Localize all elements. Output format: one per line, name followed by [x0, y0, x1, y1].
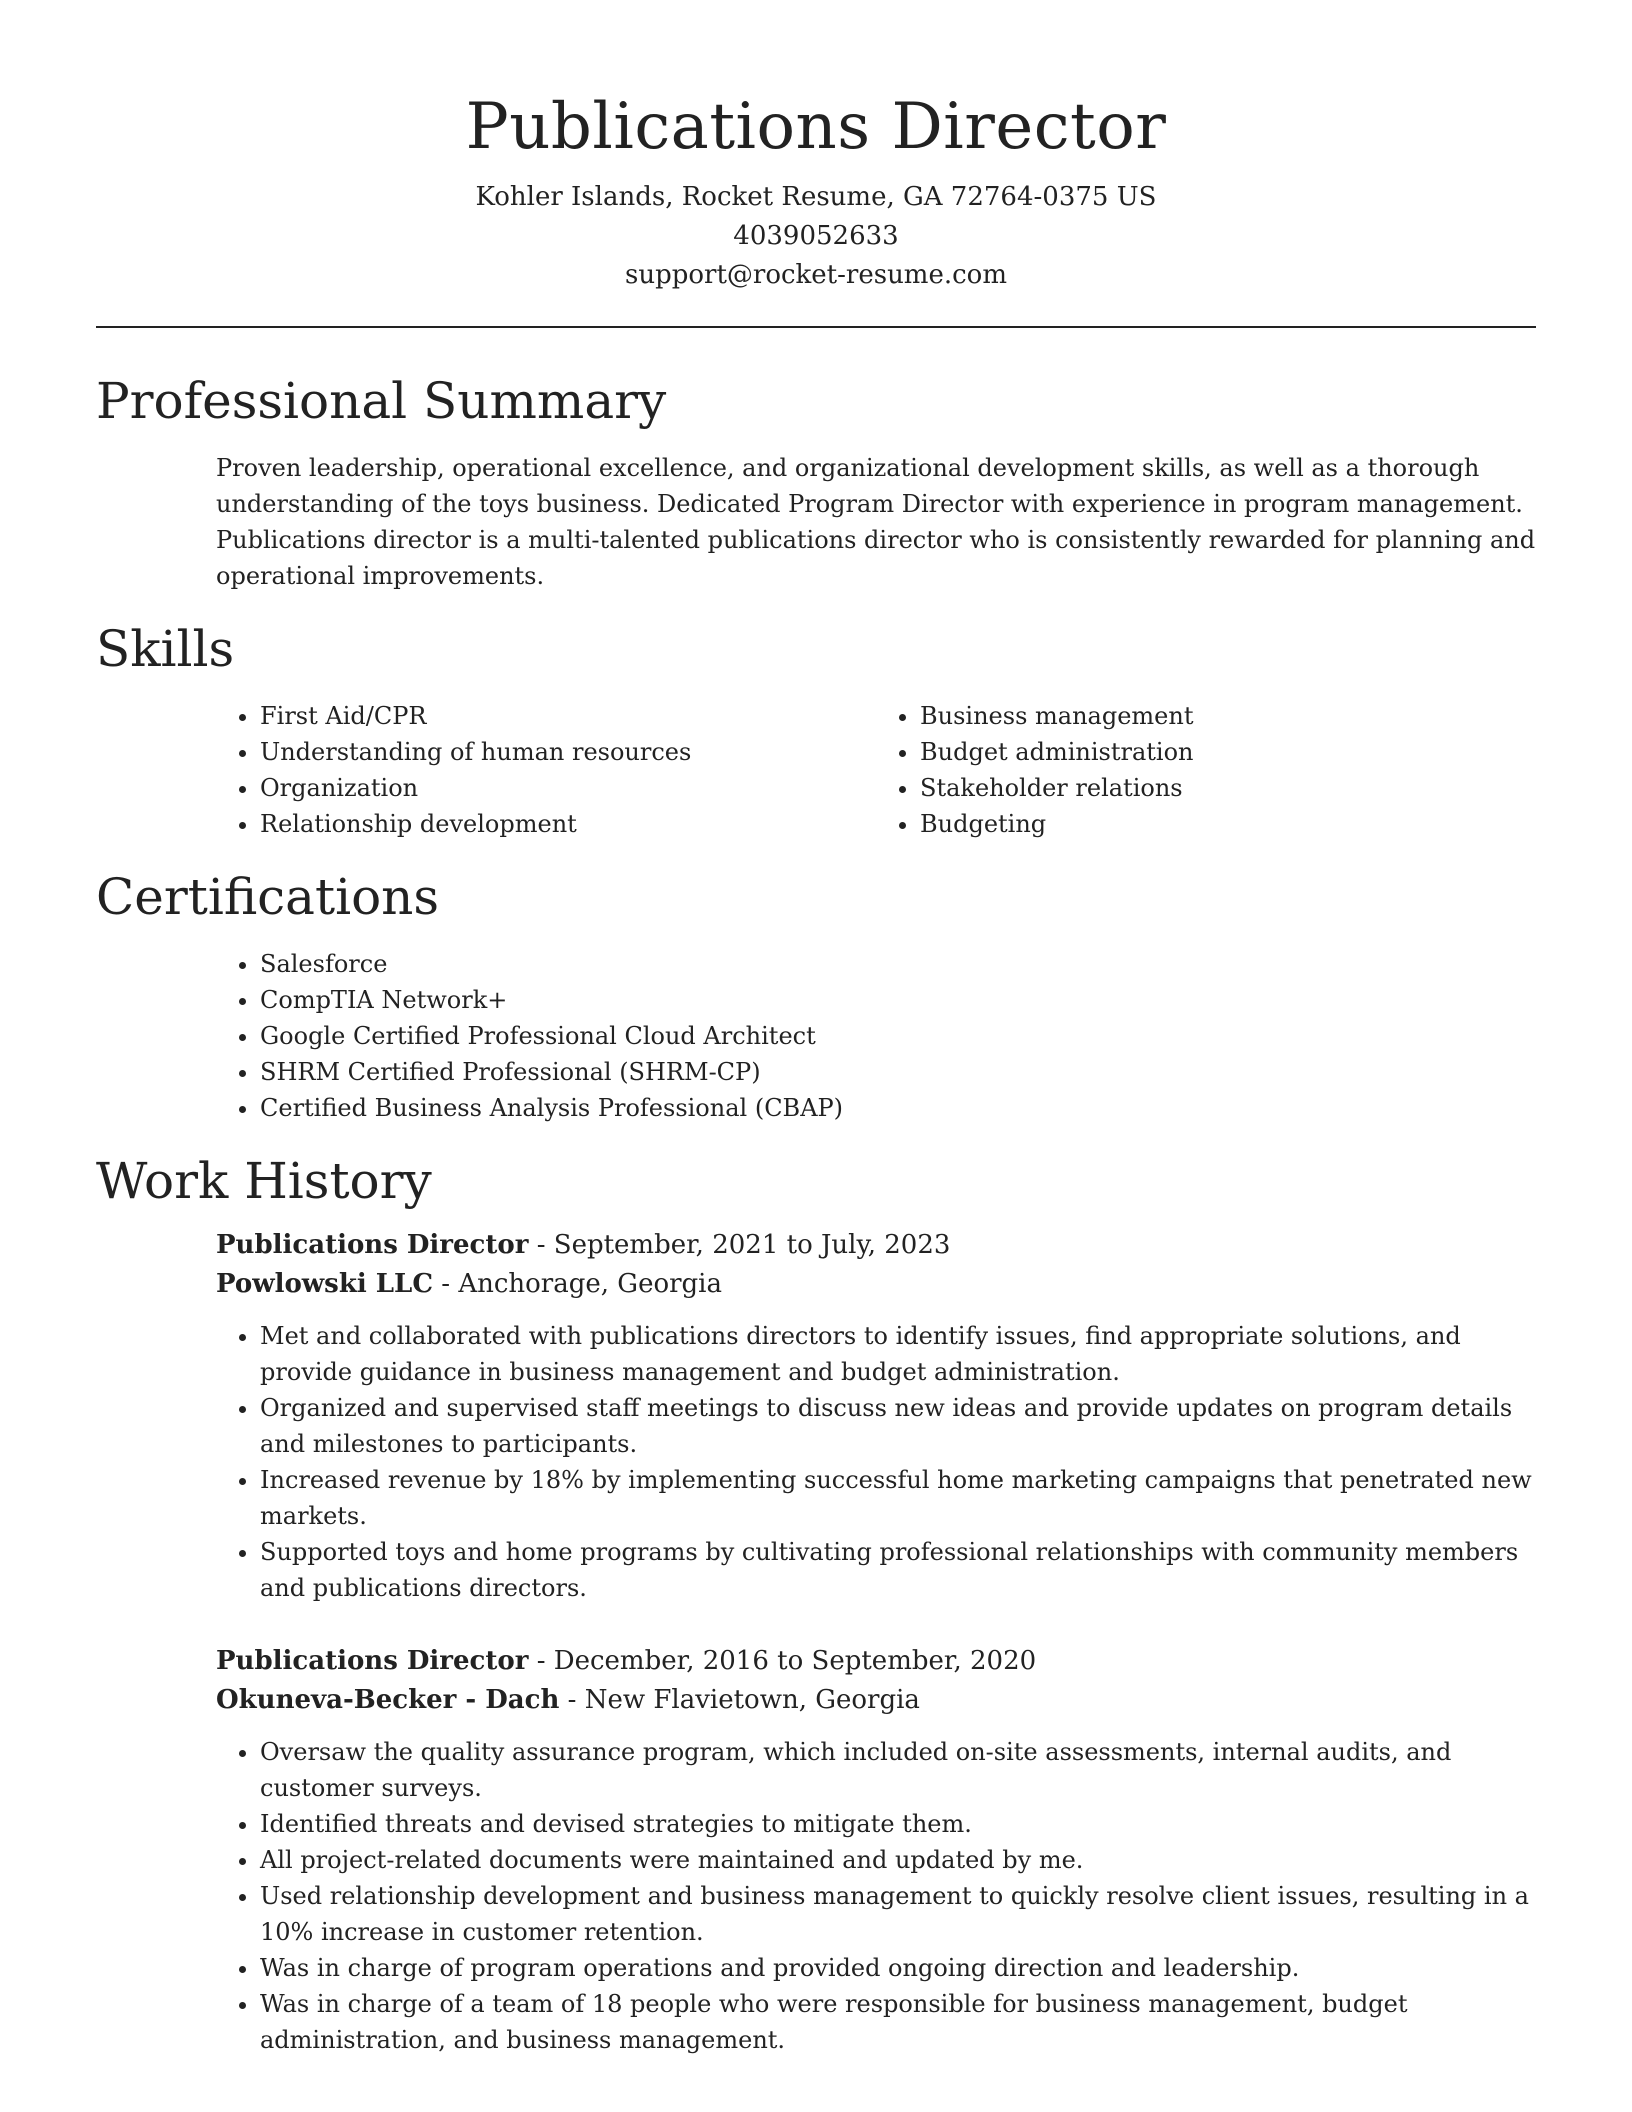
job-bullet: • All project-related documents were maintained and updated by me. — [260, 1842, 1536, 1878]
skills-list-right — [876, 698, 1536, 842]
job-company: Powlowski LLC — [216, 1269, 434, 1299]
certification-item: • Certified Business Analysis Professional (CBAP) — [260, 1090, 1536, 1126]
job-location: - New Flavietown, Georgia — [559, 1685, 920, 1715]
job-bullet: • Was in charge of a team of 18 people who were responsible for business management, budget administration, and business management. — [260, 1986, 1536, 2058]
contact-email: support@rocket-resume.com — [624, 260, 1007, 290]
contact-address: Kohler Islands, Rocket Resume, GA 72764-0375 US — [475, 182, 1157, 212]
job-company-line — [216, 1681, 1536, 1720]
job-bullet: • Identified threats and devised strategies to mitigate them. — [260, 1806, 1536, 1842]
skill-item: • Relationship development — [260, 806, 876, 842]
certification-item: • SHRM Certified Professional (SHRM-CP) — [260, 1054, 1536, 1090]
skill-item: • Understanding of human resources — [260, 734, 876, 770]
summary-heading: Professional Summary — [96, 372, 667, 430]
job-title: Publications Director — [216, 1230, 529, 1260]
job-bullet: • Used relationship development and business management to quickly resolve client issues, resulting in a 10% increase in customer retention. — [260, 1878, 1536, 1950]
summary-text: Proven leadership, operational excellence, and organizational development skills, as well as a thorough understanding of the toys business. Dedicated Program Director with experience in program management. Publications director is a multi-talented publications director who is consistently rewarded for planning and operational improvements. — [216, 454, 1536, 590]
job-bullet: • Organized and supervised staff meetings to discuss new ideas and provide updates on program details and milestones to participants. — [260, 1390, 1536, 1462]
contact-phone: 4039052633 — [733, 221, 899, 251]
skill-item: • Budgeting — [920, 806, 1536, 842]
job-dates: - September, 2021 to July, 2023 — [528, 1230, 951, 1260]
work-history-section — [96, 1150, 1536, 2058]
certifications-list — [216, 946, 1536, 1126]
skill-item: • First Aid/CPR — [260, 698, 876, 734]
job-bullet: • Oversaw the quality assurance program, which included on-site assessments, internal audits, and customer surveys. — [260, 1734, 1536, 1806]
header-divider — [96, 326, 1536, 328]
job-bullets — [216, 1734, 1536, 2058]
skills-section — [96, 618, 1536, 842]
skills-list-left — [216, 698, 876, 842]
job-location: - Anchorage, Georgia — [433, 1269, 722, 1299]
job-entry — [96, 1642, 1536, 2058]
candidate-name: Publications Director — [465, 90, 1167, 164]
summary-section — [96, 370, 1536, 594]
job-title-line — [216, 1642, 1536, 1681]
work-history-heading: Work History — [96, 1152, 432, 1210]
resume-header — [96, 0, 1536, 295]
job-bullet: • Was in charge of program operations and provided ongoing direction and leadership. — [260, 1950, 1536, 1986]
job-dates: - December, 2016 to September, 2020 — [528, 1646, 1037, 1676]
job-title: Publications Director — [216, 1646, 529, 1676]
skill-item: • Business management — [920, 698, 1536, 734]
certifications-section — [96, 866, 1536, 1126]
skill-item: • Organization — [260, 770, 876, 806]
certification-item: • Salesforce — [260, 946, 1536, 982]
skills-heading: Skills — [96, 620, 235, 678]
certifications-heading: Certifications — [96, 868, 440, 926]
job-bullet: • Met and collaborated with publications directors to identify issues, find appropriate solutions, and provide guidance in business management and budget administration. — [260, 1318, 1536, 1390]
job-bullets — [216, 1318, 1536, 1606]
job-title-line — [216, 1226, 1536, 1265]
job-bullet: • Increased revenue by 18% by implementing successful home marketing campaigns that penetrated new markets. — [260, 1462, 1536, 1534]
job-company-line — [216, 1265, 1536, 1304]
job-bullet: • Supported toys and home programs by cultivating professional relationships with community members and publications directors. — [260, 1534, 1536, 1606]
job-company: Okuneva-Becker - Dach — [216, 1685, 560, 1715]
job-entry — [96, 1226, 1536, 1606]
certification-item: • CompTIA Network+ — [260, 982, 1536, 1018]
skill-item: • Budget administration — [920, 734, 1536, 770]
certification-item: • Google Certified Professional Cloud Architect — [260, 1018, 1536, 1054]
skill-item: • Stakeholder relations — [920, 770, 1536, 806]
